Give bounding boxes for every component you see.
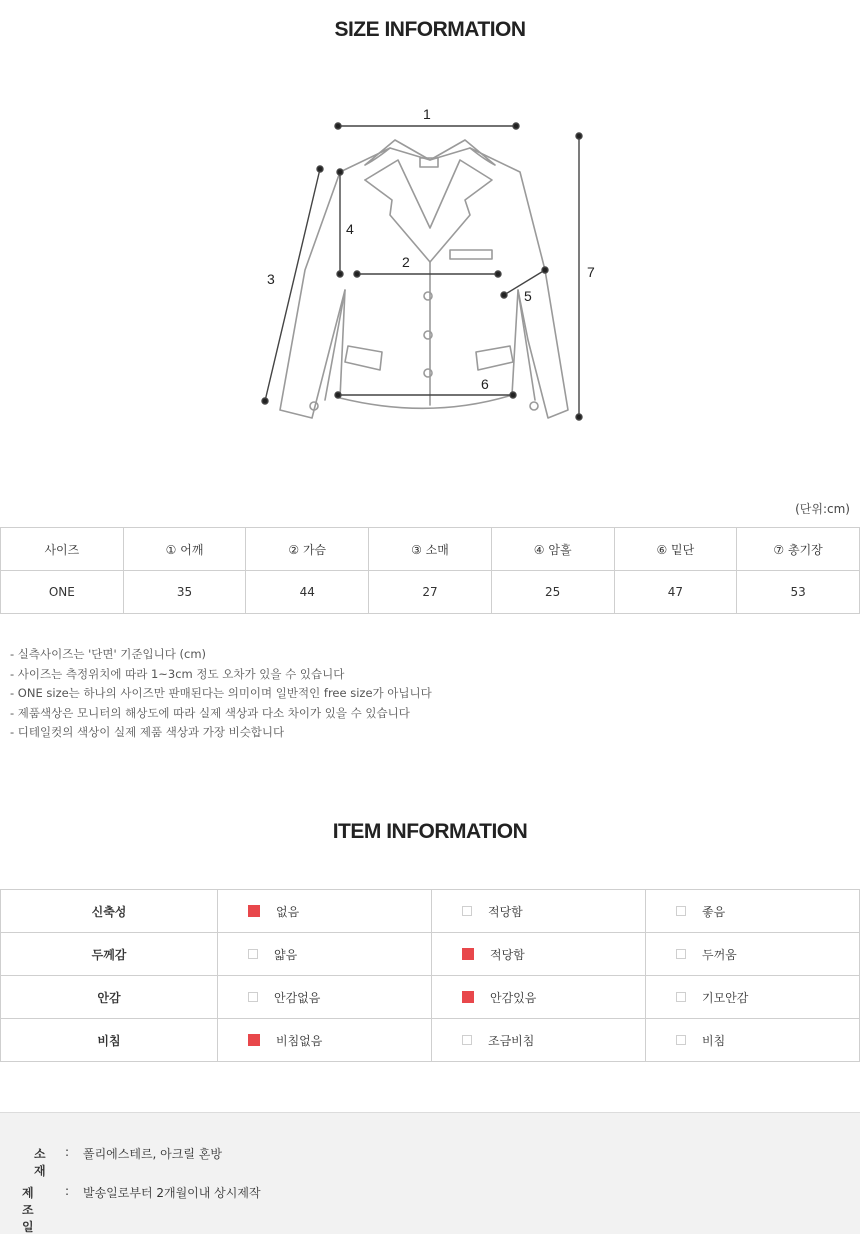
size-header-cell: ② 가슴 [246, 528, 369, 571]
checkbox-icon [462, 1035, 472, 1045]
item-row-label: 안감 [1, 976, 218, 1019]
size-cell: 27 [369, 571, 492, 614]
note-line: - 제품색상은 모니터의 해상도에 따라 실제 색상과 다소 차이가 있을 수 있습니다 [10, 705, 410, 720]
item-option [218, 976, 432, 1019]
measure-label-5: 5 [524, 288, 532, 304]
size-cell: 44 [246, 571, 369, 614]
size-cell: 35 [123, 571, 246, 614]
size-table-header-row [1, 528, 860, 571]
checkbox-icon [676, 1035, 686, 1045]
checkbox-icon [248, 905, 260, 917]
item-option-label: 두꺼움 [702, 947, 737, 962]
item-info-table [0, 889, 860, 1062]
material-colon: : [65, 1145, 70, 1159]
item-option-label: 비침 [702, 1033, 726, 1048]
manufacture-colon: : [65, 1184, 70, 1198]
jacket-illustration [250, 100, 610, 440]
item-option-label: 안감없음 [274, 990, 321, 1005]
size-cell: ONE [1, 571, 124, 614]
item-option [646, 890, 860, 933]
item-option [218, 1019, 432, 1062]
item-option-label: 안감있음 [490, 990, 537, 1005]
item-option [432, 1019, 646, 1062]
checkbox-icon [676, 992, 686, 1002]
note-line: - 사이즈는 측정위치에 따라 1~3cm 정도 오차가 있을 수 있습니다 [10, 666, 345, 681]
item-information-title: ITEM INFORMATION [332, 820, 528, 843]
item-option [218, 890, 432, 933]
checkbox-icon [462, 906, 472, 916]
jacket-measurement-diagram [250, 100, 610, 440]
material-value: 폴리에스테르, 아크릴 혼방 [83, 1147, 222, 1161]
size-cell: 25 [491, 571, 614, 614]
size-header-cell: ⑥ 밑단 [614, 528, 737, 571]
item-option-label: 조금비침 [488, 1033, 535, 1048]
item-option [432, 976, 646, 1019]
measure-label-4: 4 [346, 221, 354, 237]
item-row-label: 신축성 [1, 890, 218, 933]
item-option-label: 적당함 [490, 947, 525, 962]
item-option-label: 좋음 [702, 904, 726, 919]
item-option-label: 적당함 [488, 904, 523, 919]
item-row-lining [1, 976, 860, 1019]
checkbox-icon [462, 991, 474, 1003]
size-cell: 47 [614, 571, 737, 614]
note-line: - 디테일컷의 색상이 실제 제품 색상과 가장 비슷합니다 [10, 725, 285, 739]
measure-label-6: 6 [481, 376, 489, 392]
checkbox-icon [676, 949, 686, 959]
size-table [0, 527, 860, 614]
checkbox-icon [248, 949, 258, 959]
size-header-cell: ③ 소매 [369, 528, 492, 571]
unit-label: (단위:cm) [795, 502, 850, 516]
measure-label-2: 2 [402, 254, 410, 270]
item-option [646, 1019, 860, 1062]
size-header-cell: ⑦ 총기장 [737, 528, 860, 571]
size-cell: 53 [737, 571, 860, 614]
note-line: - 실측사이즈는 '단면' 기준입니다 (cm) [10, 647, 207, 661]
item-option [432, 890, 646, 933]
manufacture-label: 제조일 [22, 1186, 34, 1234]
item-row-label: 비침 [1, 1019, 218, 1062]
item-option-label: 없음 [276, 904, 300, 919]
item-option [646, 976, 860, 1019]
material-label: 소재 [34, 1147, 46, 1178]
manufacture-value: 발송일로부터 2개월이내 상시제작 [83, 1186, 261, 1200]
item-option [218, 933, 432, 976]
size-header-cell: ① 어깨 [123, 528, 246, 571]
item-option-label: 기모안감 [702, 990, 749, 1005]
size-header-cell: 사이즈 [1, 528, 124, 571]
size-information-title: SIZE INFORMATION [334, 18, 526, 41]
item-option [432, 933, 646, 976]
size-notes [10, 645, 432, 743]
item-row-sheerness [1, 1019, 860, 1062]
item-row-thickness [1, 933, 860, 976]
measure-label-1: 1 [423, 106, 431, 122]
checkbox-icon [676, 906, 686, 916]
size-table-row [1, 571, 860, 614]
size-header-cell: ④ 암홀 [491, 528, 614, 571]
fabric-info-panel [0, 1112, 860, 1234]
measure-label-7: 7 [587, 264, 595, 280]
item-row-stretch [1, 890, 860, 933]
item-option-label: 비침없음 [276, 1033, 323, 1048]
item-option-label: 얇음 [274, 947, 298, 962]
note-line: - ONE size는 하나의 사이즈만 판매된다는 의미이며 일반적인 free size가 아닙니다 [10, 686, 432, 700]
item-option [646, 933, 860, 976]
checkbox-icon [462, 948, 474, 960]
checkbox-icon [248, 1034, 260, 1046]
item-row-label: 두께감 [1, 933, 218, 976]
checkbox-icon [248, 992, 258, 1002]
measure-label-3: 3 [267, 271, 275, 287]
